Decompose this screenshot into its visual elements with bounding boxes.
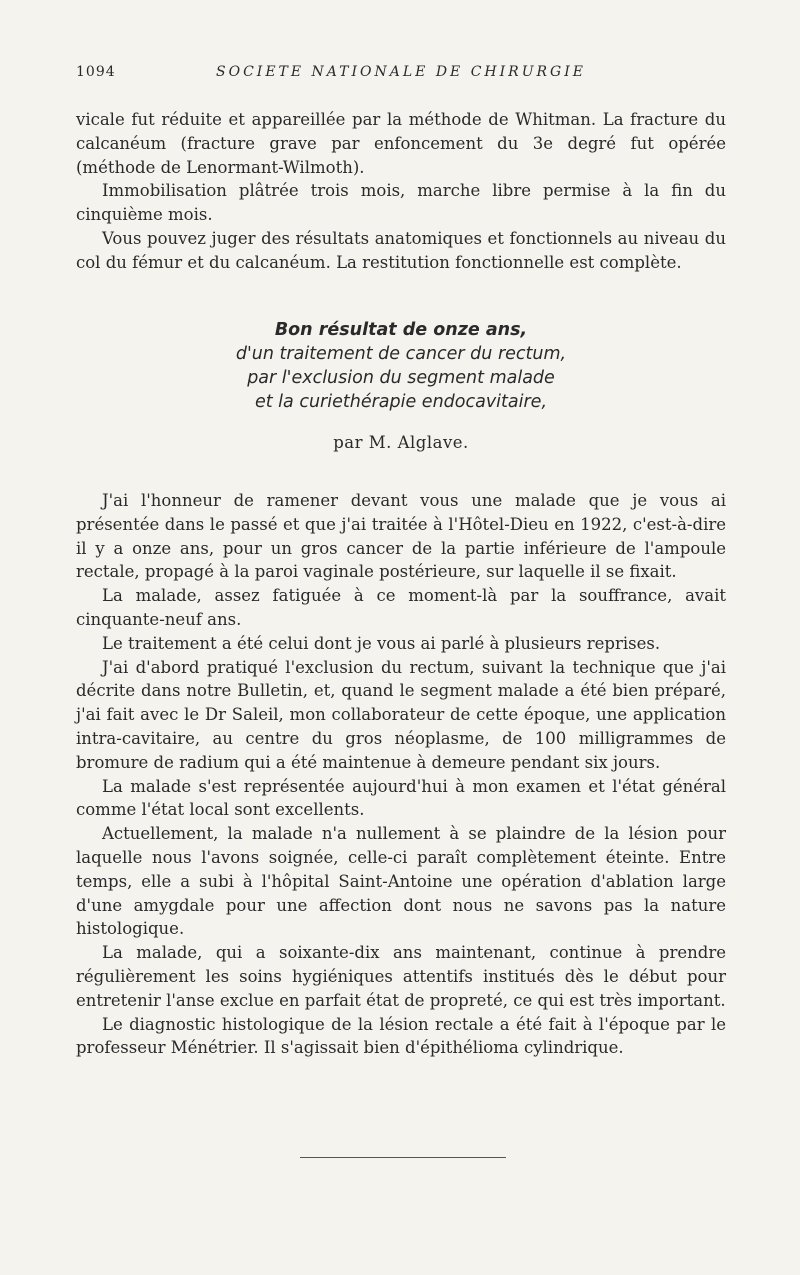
article-title — [76, 318, 726, 414]
article-title-line: et la curiethérapie endocavitaire, — [254, 392, 548, 412]
paragraph: J'ai d'abord pratiqué l'exclusion du rectum, suivant la technique que j'ai décrite dans notre Bulletin, et, quand le segment malade a été bien préparé, j'ai fait avec le Dr Saleil, mon collaborateur de cette époque, une application intra-cavitaire, au centre du gros néoplasme, de 100 milligrammes de bromure de radium qui a été maintenue à demeure pendant six jours. — [76, 657, 726, 772]
article-title-line: par l'exclusion du segment malade — [247, 368, 555, 388]
page-number: 1094 — [76, 64, 116, 80]
page-header — [76, 64, 726, 86]
author-byline: par M. Alglave. — [333, 433, 469, 452]
end-rule-divider — [300, 1157, 506, 1158]
paragraph: Actuellement, la malade n'a nullement à se plaindre de la lésion pour laquelle nous l'avons soignée, celle-ci paraît complètement éteinte. Entre temps, elle a subi à l'hôpital Saint-Antoine une opération d'ablation large d'une amygdale pour une affection dont nous ne savons pas la nature histologique. — [76, 824, 726, 939]
paragraph: La malade, qui a soixante-dix ans maintenant, continue à prendre régulièrement les soins hygiéniques attentifs institués dès le début pour entretenir l'anse exclue en parfait état de propreté, ce qui est très important. — [76, 943, 726, 1010]
paragraph: Le traitement a été celui dont je vous ai parlé à plusieurs reprises. — [102, 633, 661, 653]
paragraph: Le diagnostic histologique de la lésion rectale a été fait à l'époque par le professeur Ménétrier. Il s'agissait bien d'épithélioma cylindrique. — [76, 1014, 726, 1058]
continued-text — [76, 108, 726, 275]
paragraph: J'ai l'honneur de ramener devant vous une malade que je vous ai présentée dans le passé et que j'ai traitée à l'Hôtel-Dieu en 1922, c'est-à-dire il y a onze ans, pour un gros cancer de la partie inférieure de l'ampoule rectale, propagé à la paroi vaginale postérieure, sur laquelle il se fixait. — [76, 491, 726, 582]
paragraph: La malade, assez fatiguée à ce moment-là par la souffrance, avait cinquante-neuf ans. — [76, 586, 726, 629]
running-title: SOCIETE NATIONALE DE CHIRURGIE — [216, 64, 586, 80]
article-title-line: d'un traitement de cancer du rectum, — [235, 344, 567, 364]
paragraph: Immobilisation plâtrée trois mois, marche libre permise à la fin du cinquième mois. — [76, 181, 726, 225]
paragraph: vicale fut réduite et appareillée par la méthode de Whitman. La fracture du calcanéum (fracture grave par enfoncement du 3e degré fut opérée (méthode de Lenormant-Wilmoth). — [76, 110, 726, 177]
article-body — [76, 489, 726, 1060]
paragraph: Vous pouvez juger des résultats anatomiques et fonctionnels au niveau du col du fémur et du calcanéum. La restitution fonctionnelle est complète. — [76, 228, 726, 272]
article-title-line: Bon résultat de onze ans, — [274, 320, 528, 340]
paragraph: La malade s'est représentée aujourd'hui à mon examen et l'état général comme l'état local sont excellents. — [76, 776, 726, 820]
